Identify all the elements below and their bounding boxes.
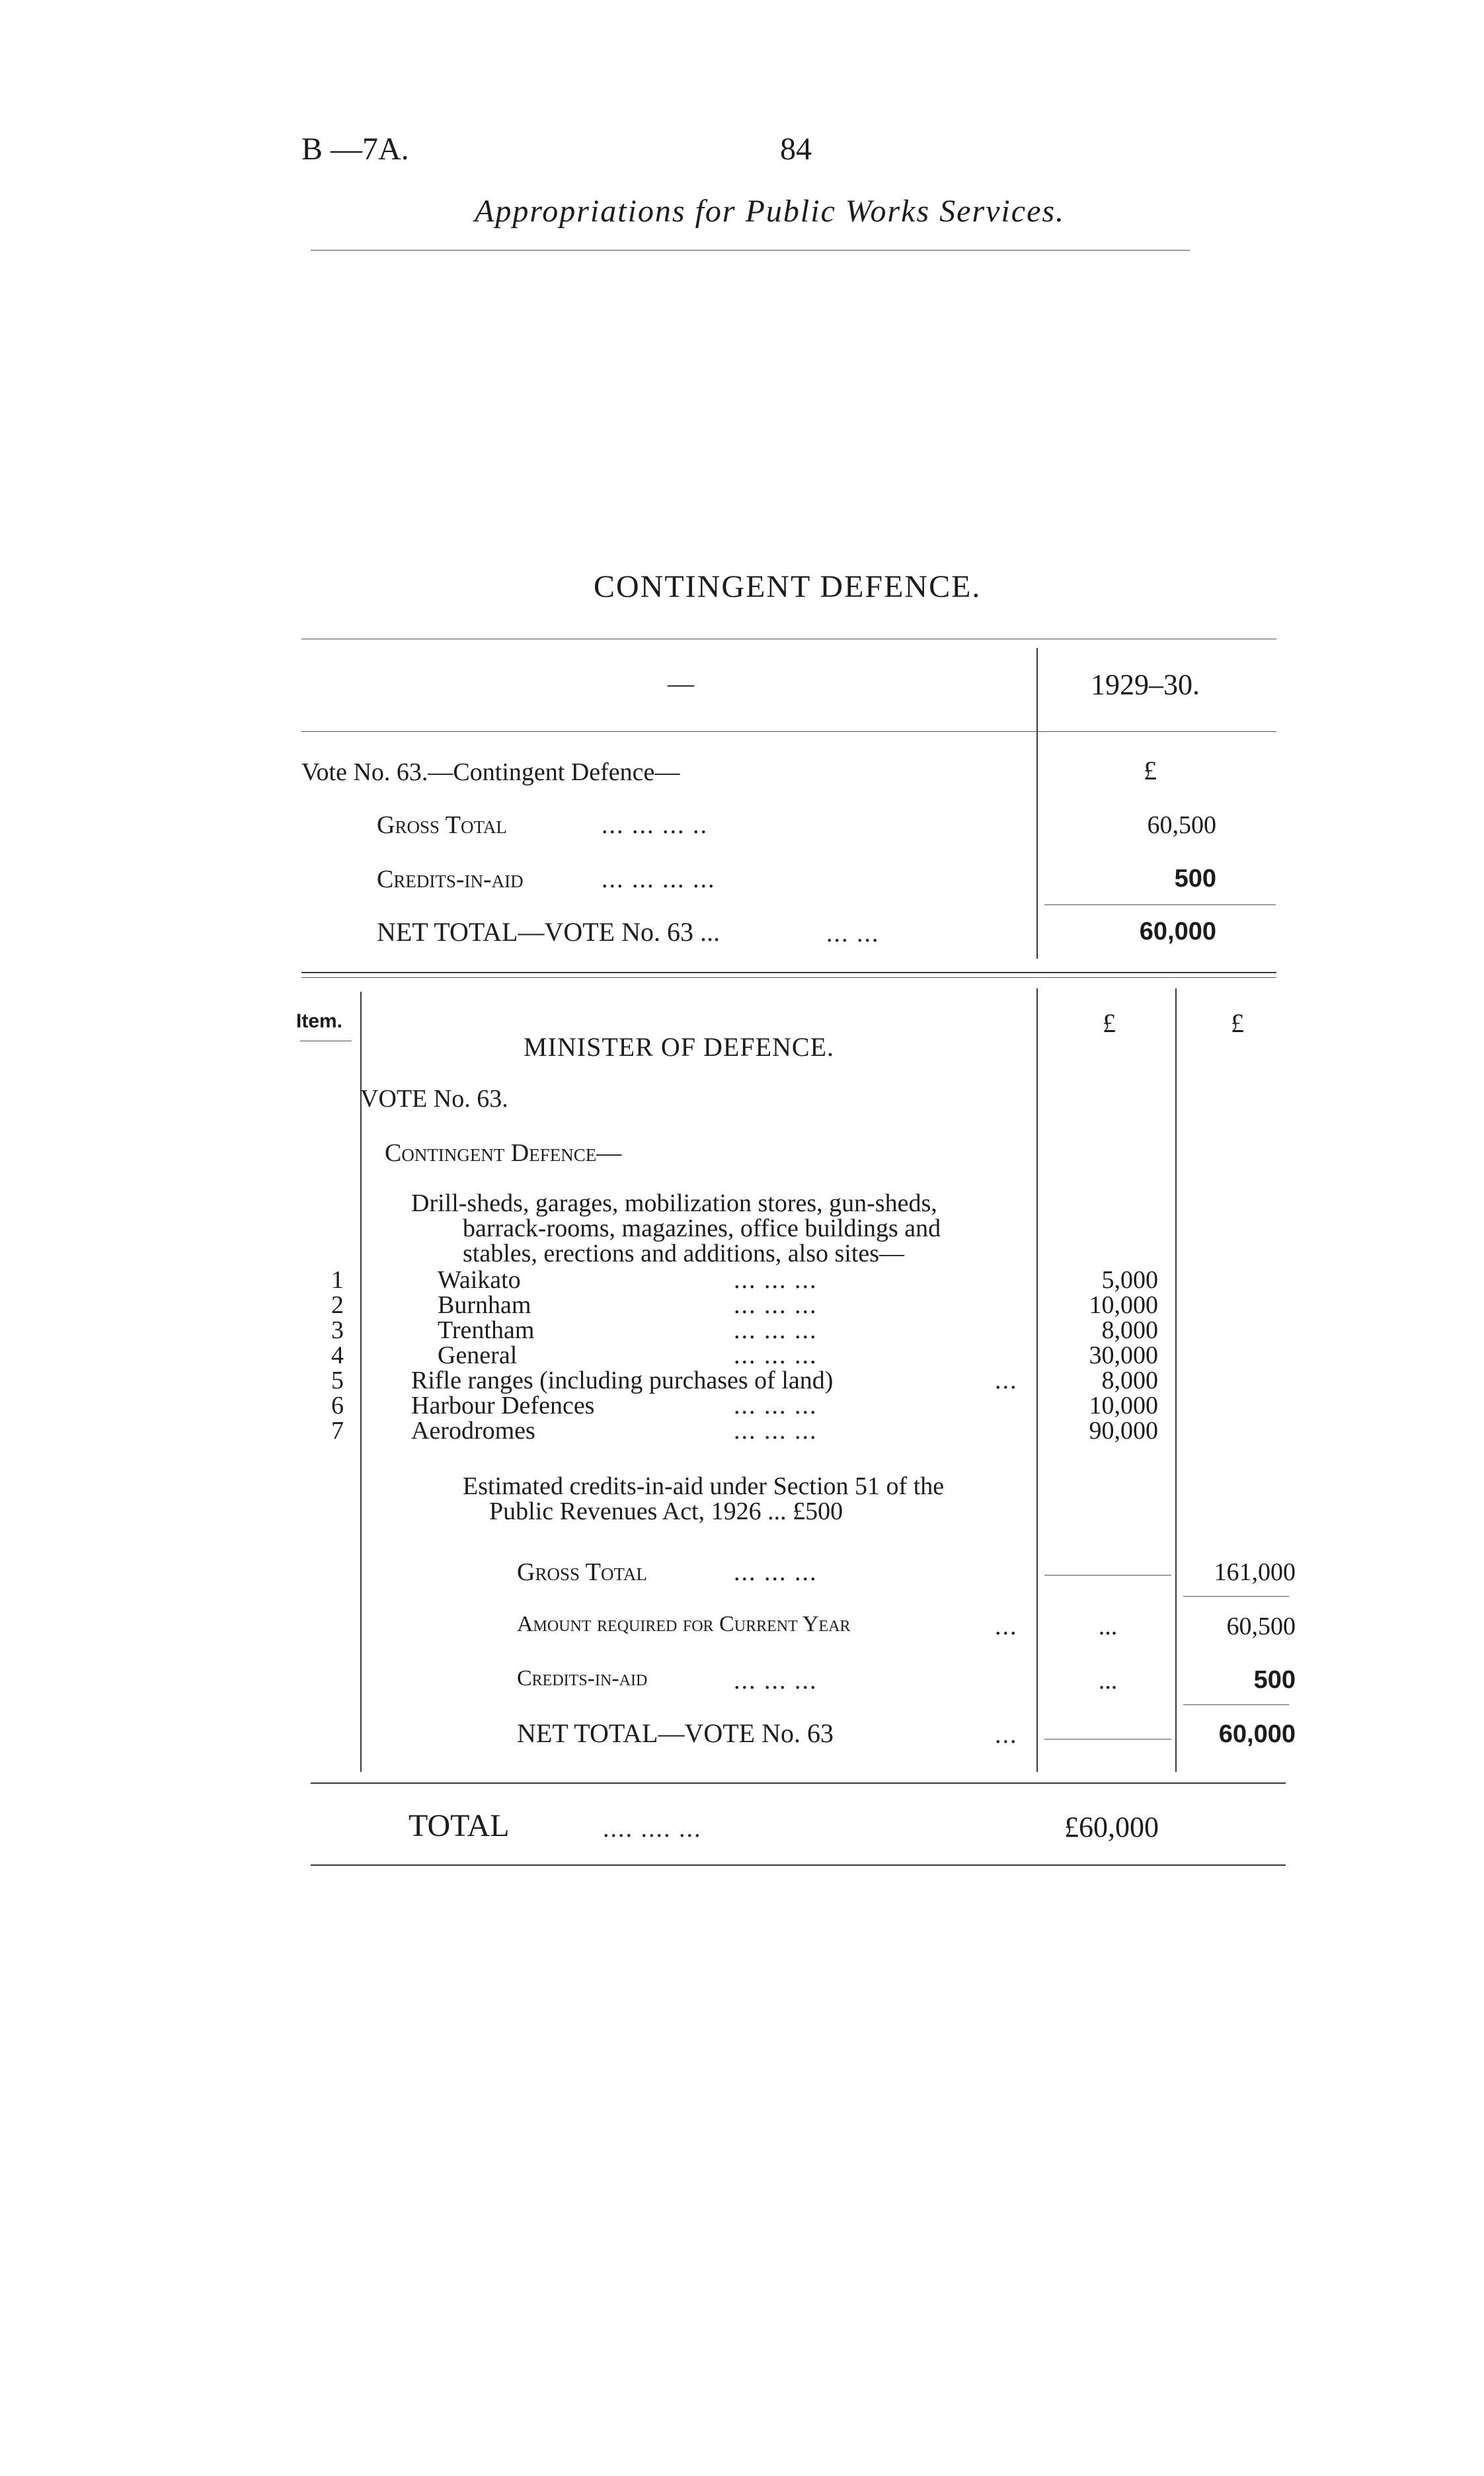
detail-gross-total-value: 161,000 [1214,1558,1296,1586]
summary-currency: £ [1144,756,1157,785]
summary-dash: — [668,668,694,698]
detail-total-dots: ... [995,1613,1018,1640]
detail-gross-total-label: Gross Total [517,1558,647,1586]
detail-total-divider [1175,988,1177,1772]
item-number: 4 [331,1341,344,1369]
item-amount: 5,000 [1101,1266,1158,1294]
grand-total-dots: .... .... ... [603,1815,702,1843]
summary-divider [1036,648,1038,959]
detail-currency-1: £ [1103,1008,1116,1038]
item-number: 3 [331,1316,344,1344]
detail-total-dots: ... [995,1721,1018,1749]
item-label: Rifle ranges (including purchases of land) [411,1367,834,1394]
detail-bottom-rule [311,1782,1286,1784]
detail-net-total-value: 60,000 [1218,1720,1296,1748]
item-dots: ... ... ... [734,1417,818,1445]
summary-row-dots: ... ... ... ... [602,865,716,893]
summary-row-dots: ... ... [826,920,880,947]
item-dots: ... ... ... [734,1316,818,1344]
credits-note-line: Public Revenues Act, 1926 ... £500 [489,1498,843,1525]
summary-bottom-rule [301,972,1276,973]
description-line: stables, erections and additions, also sites— [463,1240,905,1267]
detail-amount-divider [1036,988,1038,1772]
item-dots: ... ... ... [734,1341,818,1369]
detail-net-total-label: NET TOTAL—VOTE No. 63 [517,1718,834,1748]
item-amount: 10,000 [1089,1392,1158,1419]
item-number: 1 [331,1266,344,1294]
item-dots: ... [995,1367,1018,1394]
detail-credits-in-aid-label: Credits-in-aid [517,1666,648,1691]
detail-amount-required-label: Amount required for Current Year [517,1612,851,1636]
summary-row-label: Credits-in-aid [377,865,524,893]
summary-row-dots: ... ... ... .. [602,811,708,839]
detail-credits-col1: ... [1098,1667,1118,1695]
item-dots: ... ... ... [734,1266,818,1294]
gross-total-underline [1183,1596,1289,1597]
vote-heading: VOTE No. 63. [360,1085,508,1113]
item-amount: 30,000 [1089,1341,1158,1369]
running-title: Appropriations for Public Works Services. [475,194,1066,229]
detail-amount-required-value: 60,500 [1226,1613,1296,1640]
grand-total-value: £60,000 [1064,1811,1159,1843]
item-amount: 10,000 [1089,1291,1158,1319]
item-label: Aerodromes [411,1417,535,1445]
credits-note-line: Estimated credits-in-aid under Section 51 of the [463,1472,945,1500]
subhead-contingent-defence: Contingent Defence— [385,1139,622,1167]
detail-credits-value: 500 [1253,1666,1296,1694]
item-number: 5 [331,1367,344,1394]
description-line: Drill-sheds, garages, mobilization stores, gun-sheds, [411,1189,937,1217]
item-label: Burnham [438,1291,531,1319]
summary-subtotal-rule [1044,904,1276,905]
minister-heading: MINISTER OF DEFENCE. [524,1032,835,1062]
description-line: barrack-rooms, magazines, office buildings and [463,1215,941,1242]
item-label: General [438,1341,518,1369]
detail-amount-required-col1: ... [1098,1613,1118,1640]
item-number: 6 [331,1392,344,1419]
item-label: Trentham [438,1316,535,1344]
grand-total-rule [311,1864,1286,1866]
item-label: Waikato [438,1266,521,1294]
grand-total-label: TOTAL [409,1808,510,1843]
item-amount: 8,000 [1101,1367,1158,1394]
summary-net-total-value: 60,000 [1139,918,1216,945]
item-dots: ... ... ... [734,1291,818,1319]
summary-net-total-label: NET TOTAL—VOTE No. 63 ... [377,917,720,947]
page-number: 84 [780,132,812,167]
header-rule [311,250,1190,251]
credits-underline [1183,1704,1289,1705]
summary-vote-label: Vote No. 63.—Contingent Defence— [301,758,680,786]
summary-bottom-rule-2 [301,977,1276,978]
detail-currency-2: £ [1231,1008,1244,1038]
item-column-heading: Item. [296,1010,343,1032]
page-reference: B —7A. [301,132,409,167]
summary-year-heading: 1929–30. [1091,668,1200,701]
item-number: 2 [331,1291,344,1319]
gross-total-rule [1044,1575,1171,1576]
item-amount: 8,000 [1101,1316,1158,1344]
item-label: Harbour Defences [411,1392,595,1419]
summary-row-value: 500 [1174,865,1216,893]
item-dots: ... ... ... [734,1392,818,1419]
detail-total-dots: ... ... ... [734,1558,818,1586]
summary-head-rule [301,731,1276,732]
summary-row-value: 60,500 [1147,811,1216,839]
section-title: CONTINGENT DEFENCE. [594,569,982,604]
detail-total-dots: ... ... ... [734,1667,818,1695]
summary-row-label: Gross Total [377,811,507,839]
item-amount: 90,000 [1089,1417,1158,1445]
item-number: 7 [331,1417,344,1445]
